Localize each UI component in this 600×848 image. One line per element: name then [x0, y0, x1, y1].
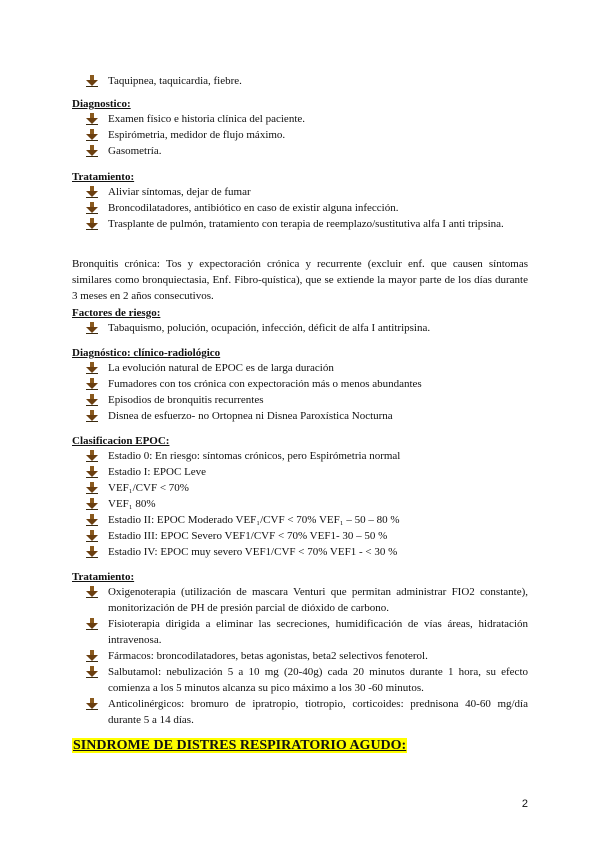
list-item: Estadio III: EPOC Severo VEF1/CVF < 70% VEF1- 30 – 50 % [72, 528, 528, 544]
list-item: Gasometría. [72, 143, 528, 159]
arrow-bullet-icon [86, 75, 98, 87]
arrow-bullet-icon [86, 362, 98, 374]
list-item: Examen físico e historia clínica del paciente. [72, 111, 528, 127]
list-item: VEF₁ 80% [72, 496, 528, 512]
list-item: Fumadores con tos crónica con expectoración más o menos abundantes [72, 376, 528, 392]
arrow-bullet-icon [86, 586, 98, 598]
section-title: SINDROME DE DISTRES RESPIRATORIO AGUDO: [73, 738, 407, 753]
section-heading: Factores de riesgo: [72, 307, 161, 319]
arrow-bullet-icon [86, 410, 98, 422]
factores-list [72, 320, 528, 336]
section-heading: Clasificacion EPOC: [72, 435, 170, 447]
arrow-bullet-icon [86, 698, 98, 710]
list-item: Salbutamol: nebulización 5 a 10 mg (20-40g) cada 20 minutos durante 1 hora, su efecto comienza a los 5 minutos alcanza su pico máximo a los 30 -60 minutos. [72, 664, 528, 696]
arrow-bullet-icon [86, 498, 98, 510]
diagnostico-clinico-section [72, 346, 528, 424]
list-item: Estadio IV: EPOC muy severo VEF1/CVF < 70% VEF1 - < 30 % [72, 544, 528, 560]
arrow-bullet-icon [86, 202, 98, 214]
section-title-block [72, 738, 528, 754]
arrow-bullet-icon [86, 322, 98, 334]
diagnostico-section [72, 97, 528, 159]
arrow-bullet-icon [86, 378, 98, 390]
arrow-bullet-icon [86, 530, 98, 542]
arrow-bullet-icon [86, 145, 98, 157]
diagnostico-clinico-list [72, 360, 528, 424]
list-item: Broncodilatadores, antibiótico en caso de existir alguna infección. [72, 200, 528, 216]
arrow-bullet-icon [86, 394, 98, 406]
arrow-bullet-icon [86, 129, 98, 141]
list-item: Anticolinérgicos: bromuro de ipratropio, tiotropio, corticoides: prednisona 40-60 mg/día durante 5 a 14 días. [72, 696, 528, 728]
list-item: Estadio I: EPOC Leve [72, 464, 528, 480]
top-list [72, 73, 528, 89]
section-heading: Diagnostico: [72, 98, 131, 110]
list-item: Estadio II: EPOC Moderado VEF₁/CVF < 70% VEF₁ – 50 – 80 % [72, 512, 528, 528]
arrow-bullet-icon [86, 482, 98, 494]
section-heading: Diagnóstico: clínico-radiológico [72, 347, 221, 359]
clasificacion-list [72, 448, 528, 560]
arrow-bullet-icon [86, 466, 98, 478]
arrow-bullet-icon [86, 218, 98, 230]
section-heading: Tratamiento: [72, 171, 135, 183]
list-item: Disnea de esfuerzo- no Ortopnea ni Disnea Paroxística Nocturna [72, 408, 528, 424]
page-number: 2 [521, 798, 528, 810]
top-list-block [72, 73, 528, 89]
arrow-bullet-icon [86, 113, 98, 125]
arrow-bullet-icon [86, 666, 98, 678]
list-item: Aliviar síntomas, dejar de fumar [72, 184, 528, 200]
tratamiento-section-1 [72, 170, 528, 232]
list-item: Episodios de bronquitis recurrentes [72, 392, 528, 408]
bronquitis-paragraph: Bronquitis crónica: Tos y expectoración crónica y recurrente (excluir enf. que causen síntomas similares como bronquiectasia, Enf. Fibro-quística), que se extiende la mayor parte de los días durante 3 meses en 2 años consecutivos. [72, 258, 528, 302]
tratamiento-list-2 [72, 584, 528, 728]
list-item: Tabaquismo, polución, ocupación, infección, déficit de alfa I antitripsina. [72, 320, 528, 336]
list-item: Taquipnea, taquicardia, fiebre. [72, 73, 528, 89]
arrow-bullet-icon [86, 546, 98, 558]
arrow-bullet-icon [86, 450, 98, 462]
arrow-bullet-icon [86, 514, 98, 526]
list-item: VEF₁/CVF < 70% [72, 480, 528, 496]
section-heading: Tratamiento: [72, 571, 135, 583]
list-item: Fármacos: broncodilatadores, betas agonistas, beta2 selectivos fenoterol. [72, 648, 528, 664]
clasificacion-section [72, 434, 528, 560]
list-item: Espirómetria, medidor de flujo máximo. [72, 127, 528, 143]
list-item: Trasplante de pulmón, tratamiento con terapia de reemplazo/sustitutiva alfa I anti tripsina. [72, 216, 528, 232]
arrow-bullet-icon [86, 618, 98, 630]
list-item: La evolución natural de EPOC es de larga duración [72, 360, 528, 376]
list-item: Estadio 0: En riesgo: síntomas crónicos, pero Espirómetria normal [72, 448, 528, 464]
tratamiento-list-1 [72, 184, 528, 232]
list-item: Oxigenoterapia (utilización de mascara Venturi que permitan administrar FIO2 constante), monitorización de PH de presión parcial de dióxido de carbono. [72, 584, 528, 616]
tratamiento-section-2 [72, 570, 528, 728]
factores-section [72, 306, 528, 336]
arrow-bullet-icon [86, 186, 98, 198]
arrow-bullet-icon [86, 650, 98, 662]
bronquitis-block [72, 256, 528, 304]
list-item: Fisioterapia dirigida a eliminar las secreciones, humidificación de vías áreas, hidratación intravenosa. [72, 616, 528, 648]
diagnostico-list [72, 111, 528, 159]
